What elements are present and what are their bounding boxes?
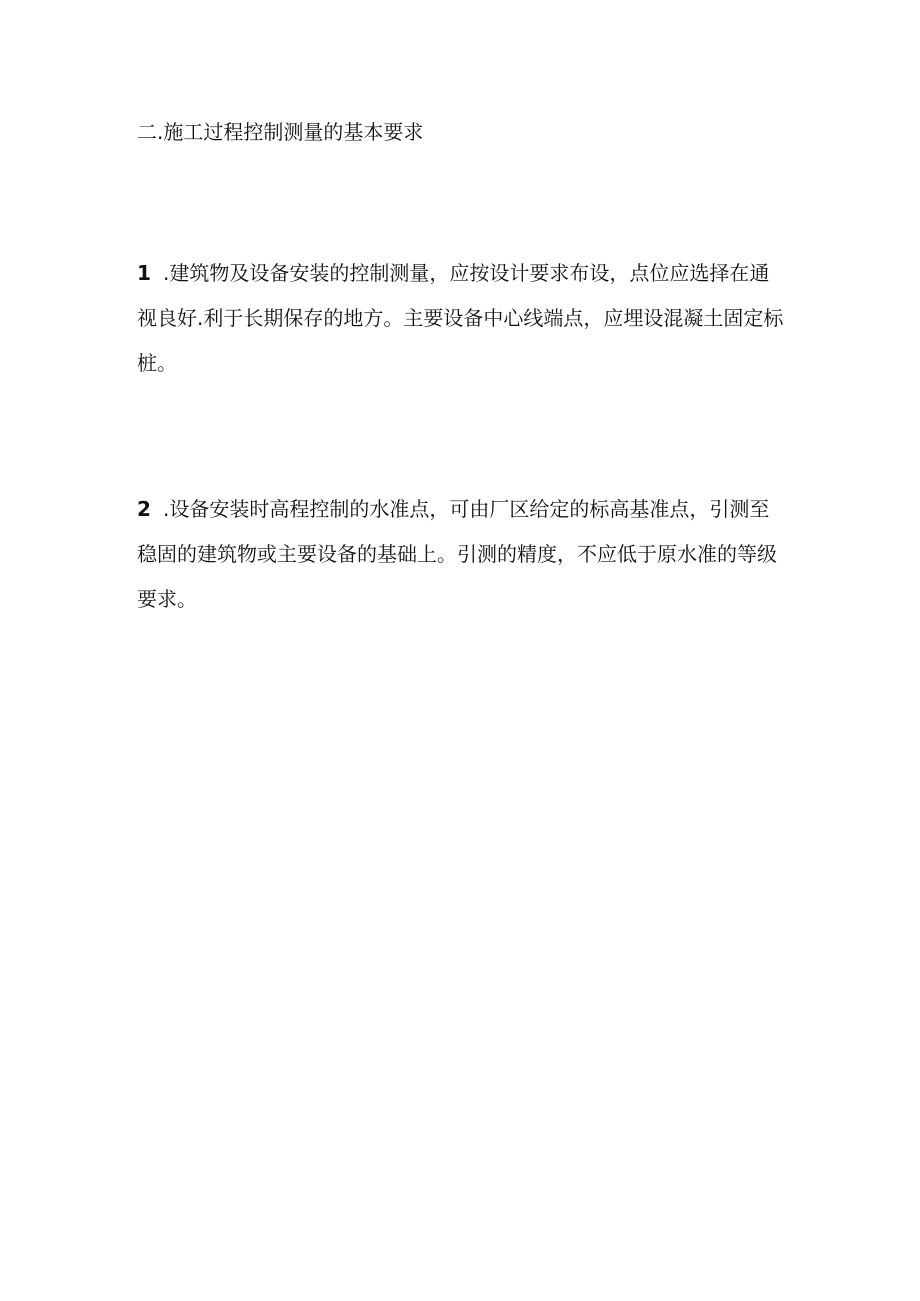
paragraph-line: 桩。 <box>137 351 177 375</box>
paragraph-line-text: .建筑物及设备安装的控制测量，应按设计要求布设，点位应选择在通 <box>163 261 770 285</box>
paragraph-line-text: .设备安装时高程控制的水准点，可由厂区给定的标高基准点，引测至 <box>163 497 770 521</box>
paragraph-number: 1 <box>137 261 151 285</box>
section-heading: 二.施工过程控制测量的基本要求 <box>137 120 424 144</box>
paragraph-line: 要求。 <box>137 587 197 611</box>
paragraph-line <box>137 487 797 532</box>
paragraph-1 <box>137 251 797 386</box>
paragraph-number: 2 <box>137 497 151 521</box>
paragraph-2 <box>137 487 797 622</box>
paragraph-line <box>137 251 797 296</box>
paragraph-line: 视良好.利于长期保存的地方。主要设备中心线端点，应埋设混凝土固定标 <box>137 306 784 330</box>
paragraph-line: 稳固的建筑物或主要设备的基础上。引测的精度，不应低于原水准的等级 <box>137 542 777 566</box>
